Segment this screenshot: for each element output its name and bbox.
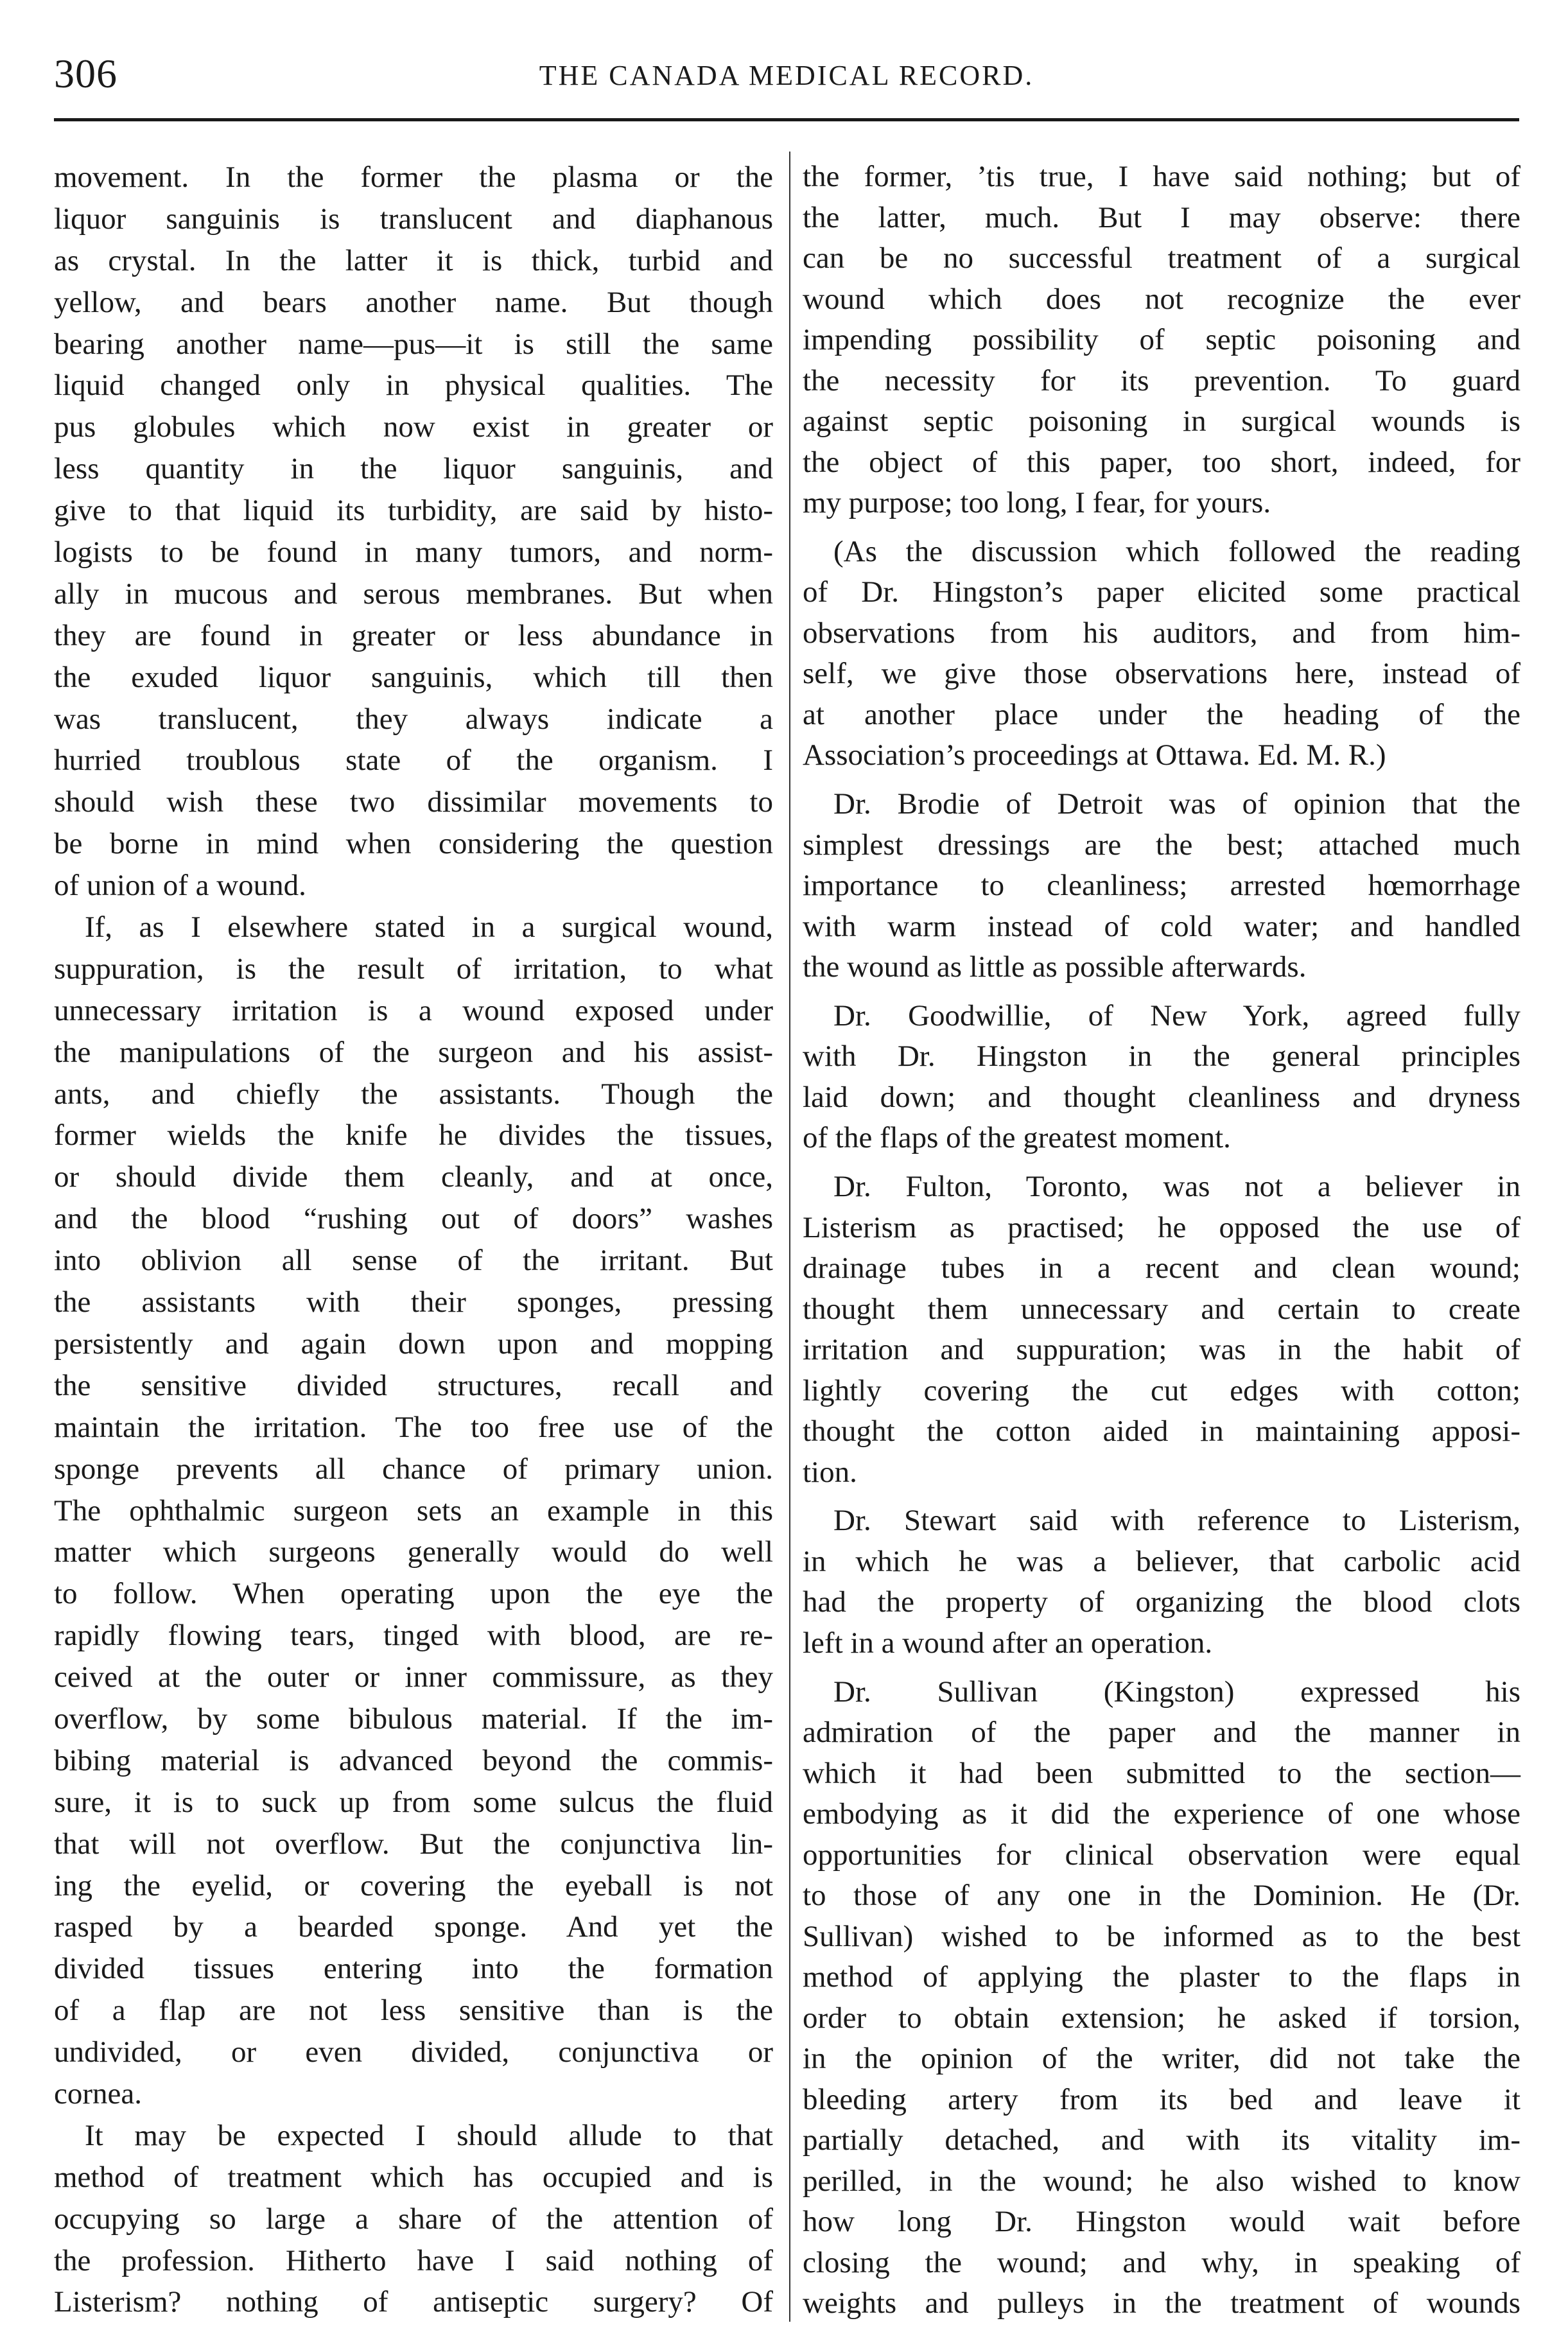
text-line: If, as I elsewhere stated in a surgical wound, [85,910,773,944]
text-line: Dr. Sullivan (Kingston) expressed his [833,1675,1520,1709]
text-line: thought them unnecessary and certain to create [803,1292,1520,1326]
text-line: cornea. [54,2076,142,2110]
text-line: they are found in greater or less abundance in [54,618,773,652]
text-line: persistently and again down upon and mopping [54,1327,773,1361]
text-line: at another place under the heading of the [803,697,1520,731]
text-line: yellow, and bears another name. But though [54,285,773,319]
text-line: the profession. Hitherto have I said nothing of [54,2243,773,2277]
text-line: divided tissues entering into the formation [54,1952,773,1986]
text-line: closing the wound; and why, in speaking of [803,2245,1520,2279]
text-line: perilled, in the wound; he also wished to know [803,2164,1520,2198]
text-line: ing the eyelid, or covering the eyeball is not [54,1868,773,1902]
text-line: liquor sanguinis is translucent and diaphanous [54,202,773,236]
text-line: self, we give those observations here, instead of [803,657,1520,691]
paragraph [803,1501,1520,1664]
text-line: occupying so large a share of the attention of [54,2202,773,2236]
paragraph [54,907,773,2115]
text-line: the latter, much. But I may observe: there [803,200,1520,234]
text-line: partially detached, and with its vitality im- [803,2123,1520,2157]
text-line: embodying as it did the experience of one whose [803,1797,1520,1831]
text-line: overflow, by some bibulous material. If the im- [54,1701,773,1736]
text-line: irritation and suppuration; was in the habit of [803,1333,1520,1367]
text-line: undivided, or even divided, conjunctiva or [54,2035,773,2069]
text-line: as crystal. In the latter it is thick, turbid and [54,243,773,277]
text-line: the necessity for its prevention. To guard [803,363,1520,397]
paragraph [803,784,1520,988]
text-line: of Dr. Hingston’s paper elicited some practical [803,575,1520,609]
text-line: ceived at the outer or inner commissure, as they [54,1660,773,1694]
text-line: pus globules which now exist in greater or [54,410,773,444]
text-line: liquid changed only in physical qualities. The [54,369,773,403]
text-line: unnecessary irritation is a wound exposed under [54,993,773,1027]
text-line: order to obtain extension; he asked if torsion, [803,2001,1520,2035]
text-line: laid down; and thought cleanliness and dryness [803,1080,1520,1114]
text-line: bleeding artery from its bed and leave it [803,2082,1520,2116]
right-column [803,157,1520,2324]
text-line: in which he was a believer, that carbolic acid [803,1544,1520,1578]
text-line: wound which does not recognize the ever [803,282,1520,316]
text-line: the wound as little as possible afterwards. [803,950,1307,984]
text-line: bibing material is advanced beyond the commis- [54,1743,773,1777]
text-line: which it had been submitted to the section— [803,1756,1520,1790]
text-line: Dr. Goodwillie, of New York, agreed fully [833,998,1520,1032]
running-header [54,50,1519,114]
text-line: Listerism as practised; he opposed the use of [803,1210,1520,1244]
journal-title: THE CANADA MEDICAL RECORD. [539,60,1034,91]
text-line: weights and pulleys in the treatment of wounds [803,2286,1520,2320]
text-line: sure, it is to suck up from some sulcus the fluid [54,1785,773,1819]
text-line: against septic poisoning in surgical wounds is [803,405,1520,438]
text-line: of a flap are not less sensitive than is the [54,1994,773,2028]
text-line: and the blood “rushing out of doors” washes [54,1202,773,1236]
text-line: the object of this paper, too short, indeed, for [803,445,1520,479]
text-line: can be no successful treatment of a surgical [803,241,1520,275]
page-number: 306 [54,51,118,96]
text-line: admiration of the paper and the manner in [803,1716,1520,1750]
text-line: the sensitive divided structures, recall and [54,1368,773,1402]
text-line: method of treatment which has occupied and is [54,2160,773,2194]
header-rule [54,118,1519,121]
paragraph [803,996,1520,1159]
paragraph [803,1672,1520,2324]
text-line: of the flaps of the greatest moment. [803,1121,1231,1155]
text-line: ally in mucous and serous membranes. But when [54,577,773,611]
text-line: (As the discussion which followed the reading [833,534,1520,568]
text-line: Dr. Fulton, Toronto, was not a believer in [833,1170,1520,1204]
text-line: Listerism? nothing of antiseptic surgery? Of [54,2285,773,2319]
paragraph [803,532,1520,776]
text-line: maintain the irritation. The too free use of the [54,1410,773,1444]
paragraph [54,157,773,907]
text-line: method of applying the plaster to the flaps in [803,1960,1520,1994]
text-line: the former, ’tis true, I have said nothing; but of [803,160,1520,193]
text-line: suppuration, is the result of irritation, to what [54,952,773,986]
text-line: should wish these two dissimilar movements to [54,785,773,819]
text-line: simplest dressings are the best; attached much [803,828,1520,862]
text-line: left in a wound after an operation. [803,1626,1213,1660]
text-line: to those of any one in the Dominion. He (Dr. [803,1879,1520,1913]
text-line: my purpose; too long, I fear, for yours. [803,486,1271,519]
text-line: had the property of organizing the blood clots [803,1585,1520,1619]
text-line: hurried troublous state of the organism. I [54,744,773,778]
text-line: into oblivion all sense of the irritant. But [54,1244,773,1278]
text-line: Dr. Stewart said with reference to Listerism, [833,1504,1520,1538]
text-line: in the opinion of the writer, did not take the [803,2042,1520,2076]
text-line: importance to cleanliness; arrested hœmorrhage [803,869,1520,903]
column-divider [789,152,790,2322]
text-line: Association’s proceedings at Ottawa. Ed. M. R.) [803,738,1386,772]
text-line: logists to be found in many tumors, and norm- [54,535,773,570]
text-line: give to that liquid its turbidity, are said by histo- [54,494,773,528]
text-line: less quantity in the liquor sanguinis, and [54,452,773,486]
text-line: or should divide them cleanly, and at once, [54,1160,773,1194]
left-column [54,157,773,2323]
text-line: the manipulations of the surgeon and his assist- [54,1035,773,1069]
text-line: impending possibility of septic poisoning and [803,323,1520,356]
text-line: matter which surgeons generally would do well [54,1535,773,1569]
text-line: movement. In the former the plasma or the [54,161,773,194]
text-line: thought the cotton aided in maintaining apposi- [803,1414,1520,1449]
text-line: bearing another name—pus—it is still the same [54,327,773,361]
text-line: to follow. When operating upon the eye the [54,1577,773,1611]
text-line: was translucent, they always indicate a [54,702,773,736]
text-line: tion. [803,1455,857,1489]
text-line: opportunities for clinical observation were equal [803,1838,1520,1872]
text-line: of union of a wound. [54,869,306,903]
text-line: drainage tubes in a recent and clean wound; [803,1251,1520,1285]
text-line: It may be expected I should allude to that [85,2118,773,2152]
text-line: The ophthalmic surgeon sets an example in this [54,1493,773,1527]
text-line: ants, and chiefly the assistants. Though the [54,1077,773,1111]
text-line: how long Dr. Hingston would wait before [803,2205,1520,2239]
paragraph [803,157,1520,524]
text-line: rasped by a bearded sponge. And yet the [54,1910,773,1944]
text-line: rapidly flowing tears, tinged with blood, are re- [54,1619,773,1653]
text-line: with Dr. Hingston in the general principles [803,1040,1520,1074]
text-line: be borne in mind when considering the question [54,827,773,861]
text-line: Sullivan) wished to be informed as to the best [803,1919,1520,1953]
text-line: that will not overflow. But the conjunctiva lin- [54,1827,773,1861]
paragraph [803,1167,1520,1493]
paragraph [54,2115,773,2323]
text-line: the assistants with their sponges, pressing [54,1285,773,1319]
text-line: sponge prevents all chance of primary union. [54,1452,773,1486]
text-line: observations from his auditors, and from him- [803,616,1520,650]
text-line: the exuded liquor sanguinis, which till then [54,660,773,694]
text-line: former wields the knife he divides the tissues, [54,1118,773,1153]
text-line: lightly covering the cut edges with cotton; [803,1373,1520,1407]
text-line: Dr. Brodie of Detroit was of opinion that the [833,787,1520,821]
text-line: with warm instead of cold water; and handled [803,909,1520,943]
